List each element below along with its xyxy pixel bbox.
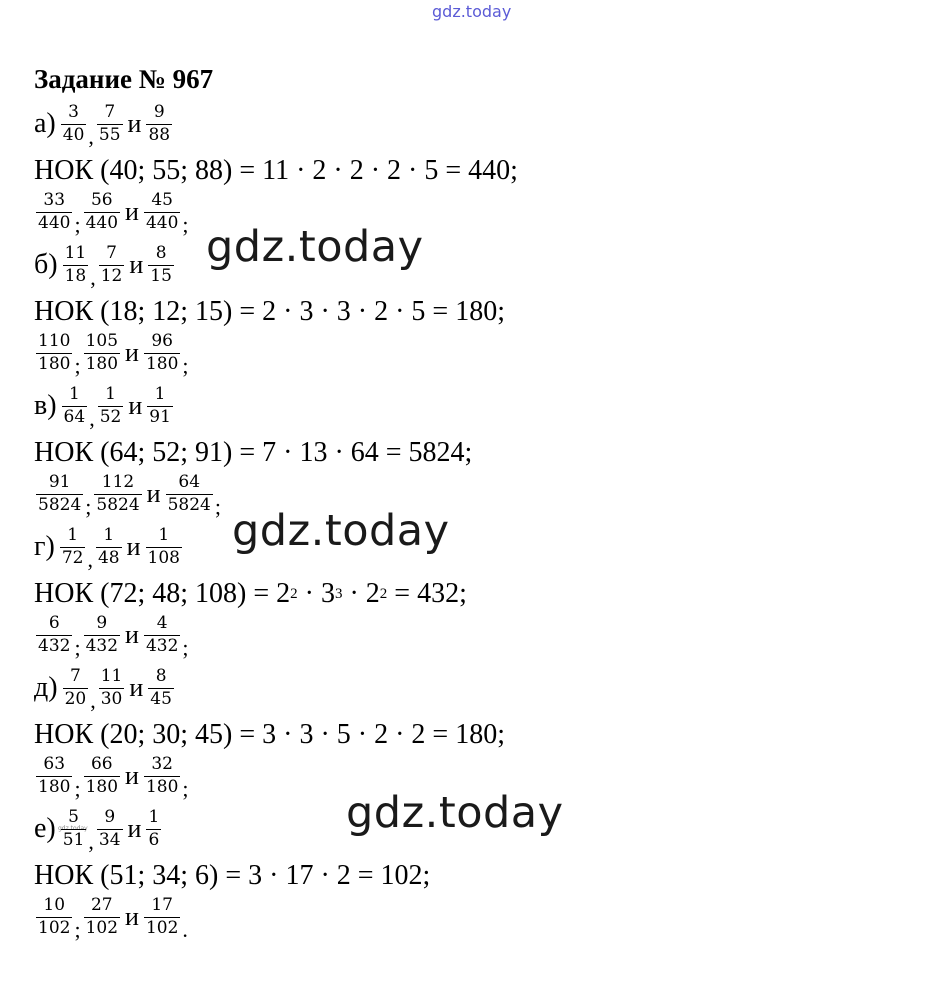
conjunction: и [125, 197, 139, 226]
fraction: $\frac{4}{432}$ [145, 612, 179, 656]
part-b-result: $\frac{110}{180}$ ; $\frac{105}{180}$ и $\frac{96}{180}$ ; [38, 330, 189, 378]
fraction: $\frac{64}{5824}$ [167, 471, 211, 515]
part-f-given: е) $\frac{5}{51}$ , $\frac{9}{34}$ и $\frac{1}{6}$ [34, 806, 160, 854]
part-c-result: $\frac{91}{5824}$ ; $\frac{112}{5824}$ и $\frac{64}{5824}$ ; [38, 471, 221, 519]
fraction: $\frac{7}{12}$ [100, 242, 123, 286]
part-f-nok: НОК (51; 34; 6) = 3 · 17 · 2 = 102; [34, 860, 431, 891]
part-label: а) [34, 108, 56, 139]
task-title: Задание № 967 [34, 64, 214, 94]
fraction: $\frac{9}{88}$ [148, 101, 171, 145]
conjunction: и [126, 532, 141, 561]
conjunction: и [127, 109, 142, 138]
part-d-nok: НОК (72; 48; 108) = 2 2 · 3 3 · 2 2 = 432; [34, 578, 467, 609]
fraction: $\frac{1}{108}$ [147, 524, 180, 568]
fraction: $\frac{1}{6}$ [148, 806, 160, 850]
part-b-nok: НОК (18; 12; 15) = 2 · 3 · 3 · 2 · 5 = 180; [34, 296, 505, 327]
fraction: $\frac{8}{45}$ [150, 665, 172, 709]
part-label: е) [34, 813, 56, 844]
fraction: $\frac{11}{30}$ [100, 665, 123, 709]
fraction: $\frac{1}{48}$ [97, 524, 120, 568]
part-c-given: в) $\frac{1}{64}$ , $\frac{1}{52}$ и $\frac{1}{91}$ [34, 383, 171, 431]
fraction: $\frac{63}{180}$ [38, 753, 71, 797]
fraction: $\frac{11}{18}$ [64, 242, 87, 286]
part-label: д) [34, 672, 58, 703]
fraction: $\frac{1}{64}$ [63, 383, 86, 427]
fraction: $\frac{33}{440}$ [38, 189, 71, 233]
part-a-nok: НОК (40; 55; 88) = 11 · 2 · 2 · 2 · 5 = 440; [34, 155, 518, 186]
fraction: $\frac{10}{102}$ [38, 894, 71, 938]
watermark-tiny: gdz.today [58, 825, 88, 832]
conjunction: и [129, 673, 144, 702]
fraction: $\frac{9}{34}$ [98, 806, 121, 850]
fraction: $\frac{7}{20}$ [64, 665, 87, 709]
conjunction: и [125, 902, 139, 931]
fraction: $\frac{45}{440}$ [145, 189, 179, 233]
conjunction: и [125, 620, 139, 649]
fraction: $\frac{110}{180}$ [38, 330, 71, 374]
fraction: $\frac{91}{5824}$ [38, 471, 82, 515]
watermark-large-3: gdz.today [346, 788, 564, 838]
conjunction: и [127, 814, 142, 843]
part-d-given: г) $\frac{1}{72}$ , $\frac{1}{48}$ и $\frac{1}{108}$ [34, 524, 180, 572]
fraction: $\frac{56}{440}$ [85, 189, 119, 233]
fraction: $\frac{105}{180}$ [85, 330, 119, 374]
watermark-top: gdz.today [432, 2, 512, 21]
part-c-nok: НОК (64; 52; 91) = 7 · 13 · 64 = 5824; [34, 437, 473, 468]
fraction: $\frac{3}{40}$ [62, 101, 85, 145]
fraction: $\frac{7}{55}$ [98, 101, 121, 145]
conjunction: и [129, 250, 144, 279]
watermark-large-2: gdz.today [232, 506, 450, 556]
conjunction: и [125, 761, 139, 790]
fraction: $\frac{5}{51}$ [62, 806, 85, 850]
fraction: $\frac{1}{72}$ [61, 524, 84, 568]
part-f-result: $\frac{10}{102}$ ; $\frac{27}{102}$ и $\frac{17}{102}$ . [38, 894, 188, 942]
fraction: $\frac{1}{91}$ [149, 383, 171, 427]
fraction: $\frac{9}{432}$ [85, 612, 119, 656]
conjunction: и [128, 391, 143, 420]
fraction: $\frac{6}{432}$ [38, 612, 71, 656]
watermark-large-1: gdz.today [206, 222, 424, 272]
part-d-result: $\frac{6}{432}$ ; $\frac{9}{432}$ и $\frac{4}{432}$ ; [38, 612, 189, 660]
part-e-given: д) $\frac{7}{20}$ , $\frac{11}{30}$ и $\frac{8}{45}$ [34, 665, 172, 713]
part-label: б) [34, 249, 58, 280]
fraction: $\frac{32}{180}$ [145, 753, 179, 797]
fraction: $\frac{66}{180}$ [85, 753, 119, 797]
part-e-result: $\frac{63}{180}$ ; $\frac{66}{180}$ и $\frac{32}{180}$ ; [38, 753, 189, 801]
conjunction: и [125, 338, 139, 367]
fraction: $\frac{27}{102}$ [85, 894, 119, 938]
part-b-given: б) $\frac{11}{18}$ , $\frac{7}{12}$ и $\frac{8}{15}$ [34, 242, 172, 290]
part-a-result: $\frac{33}{440}$ ; $\frac{56}{440}$ и $\frac{45}{440}$ ; [38, 189, 189, 237]
fraction: $\frac{96}{180}$ [145, 330, 179, 374]
fraction: $\frac{1}{52}$ [99, 383, 122, 427]
fraction: $\frac{17}{102}$ [145, 894, 179, 938]
part-a-given: а) $\frac{3}{40}$ , $\frac{7}{55}$ и $\frac{9}{88}$ [34, 101, 171, 149]
part-e-nok: НОК (20; 30; 45) = 3 · 3 · 5 · 2 · 2 = 180; [34, 719, 505, 750]
conjunction: и [146, 479, 161, 508]
fraction: $\frac{8}{15}$ [150, 242, 172, 286]
part-label: г) [34, 531, 55, 562]
fraction: $\frac{112}{5824}$ [96, 471, 140, 515]
part-label: в) [34, 390, 57, 421]
